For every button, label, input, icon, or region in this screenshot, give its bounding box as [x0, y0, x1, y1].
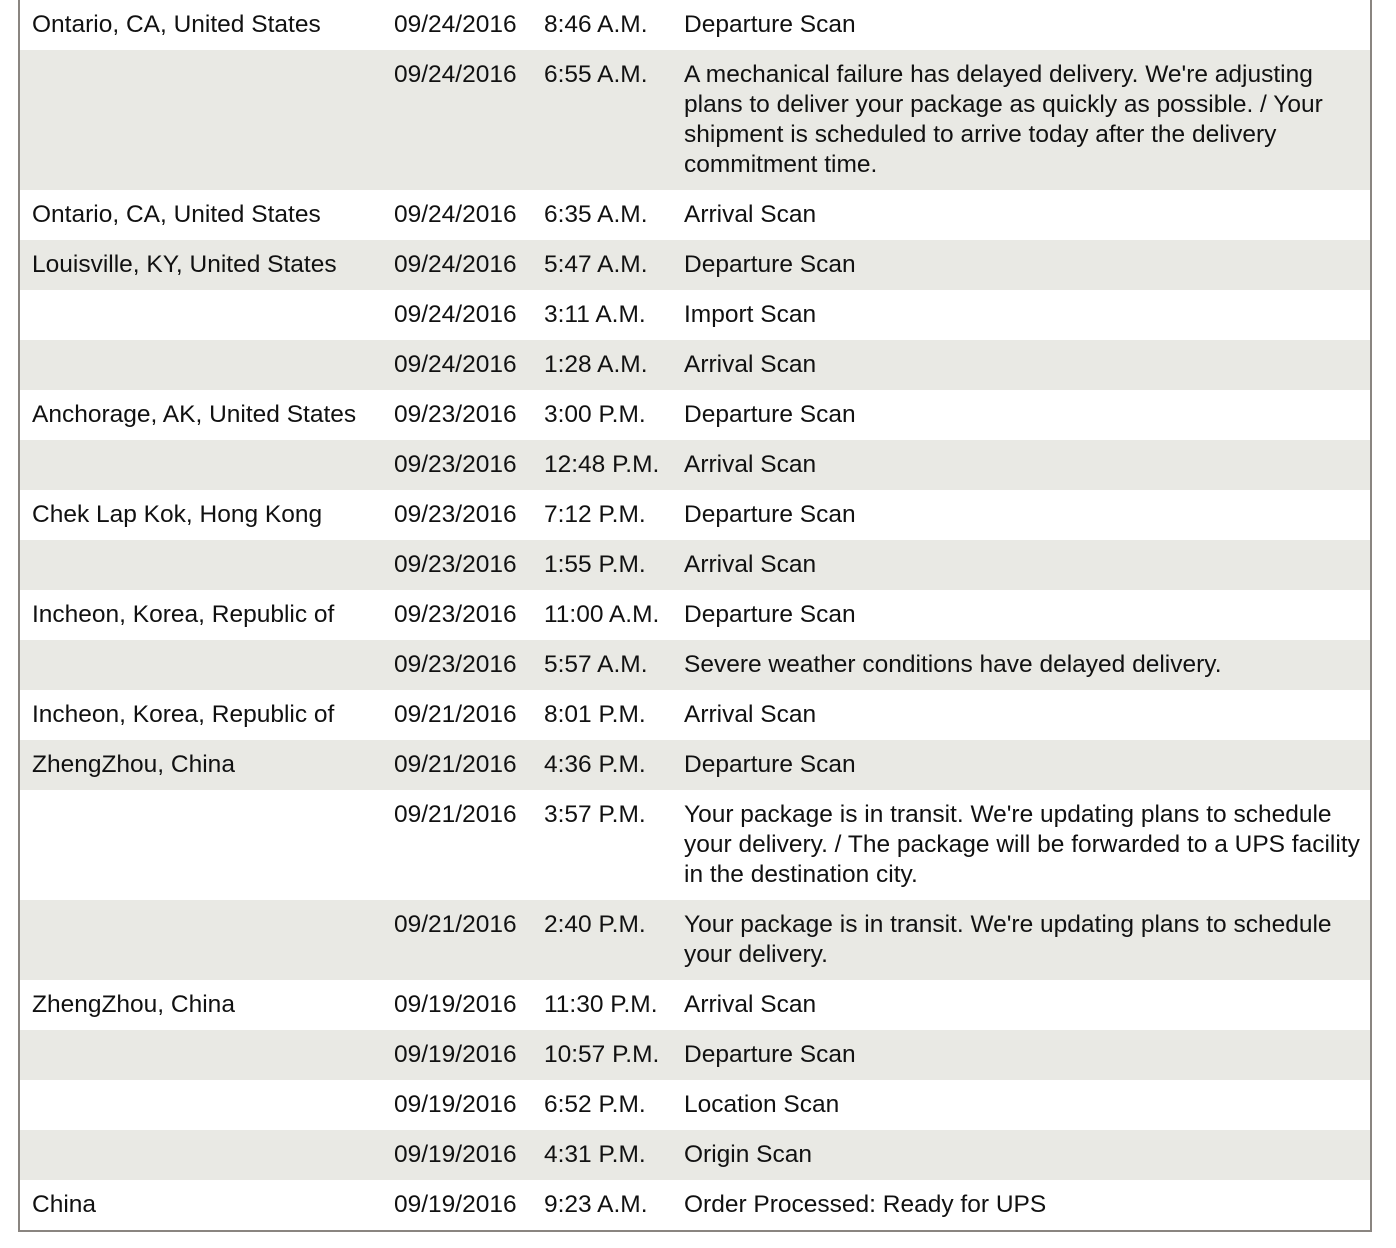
activity-cell: Departure Scan — [684, 251, 856, 278]
time-cell: 12:48 P.M. — [544, 451, 660, 478]
activity-row — [20, 190, 1370, 240]
activity-cell: Arrival Scan — [684, 351, 817, 378]
date-cell: 09/23/2016 — [394, 651, 517, 678]
activity-row — [20, 790, 1370, 900]
date-cell: 09/21/2016 — [394, 801, 517, 828]
activity-row — [20, 0, 1370, 50]
date-cell: 09/24/2016 — [394, 351, 517, 378]
activity-row — [20, 900, 1370, 980]
time-cell: 7:12 P.M. — [544, 501, 646, 528]
activity-row — [20, 640, 1370, 690]
location-cell: ZhengZhou, China — [32, 991, 235, 1018]
date-cell: 09/19/2016 — [394, 1191, 517, 1218]
activity-row — [20, 1180, 1370, 1230]
activity-cell: Departure Scan — [684, 1041, 856, 1068]
location-cell: Incheon, Korea, Republic of — [32, 701, 335, 728]
location-cell: Anchorage, AK, United States — [32, 401, 357, 428]
activity-row — [20, 240, 1370, 290]
date-cell: 09/24/2016 — [394, 11, 517, 38]
date-cell: 09/23/2016 — [394, 451, 517, 478]
activity-row — [20, 1030, 1370, 1080]
activity-cell: Arrival Scan — [684, 551, 817, 578]
activity-table-body — [20, 0, 1370, 1230]
location-cell: Ontario, CA, United States — [32, 11, 321, 38]
activity-cell: Arrival Scan — [684, 201, 817, 228]
activity-cell: Your package is in transit. We're updating plans to schedule your delivery. / The package will be forwarded to a UPS facility in the destination city. — [684, 801, 1360, 888]
location-cell — [20, 440, 382, 490]
page-bottom-margin — [0, 1233, 1396, 1248]
location-cell: Ontario, CA, United States — [32, 201, 321, 228]
location-cell: Incheon, Korea, Republic of — [32, 601, 335, 628]
location-cell — [20, 640, 382, 690]
activity-cell: Arrival Scan — [684, 451, 817, 478]
activity-cell: Departure Scan — [684, 601, 856, 628]
time-cell: 2:40 P.M. — [544, 911, 646, 938]
time-cell: 3:11 A.M. — [544, 301, 646, 328]
time-cell: 5:57 A.M. — [544, 651, 648, 678]
date-cell: 09/21/2016 — [394, 911, 517, 938]
activity-cell: Your package is in transit. We're updating plans to schedule your delivery. — [684, 911, 1332, 968]
activity-row — [20, 1080, 1370, 1130]
location-cell — [20, 790, 382, 900]
time-cell: 3:00 P.M. — [544, 401, 646, 428]
location-cell — [20, 900, 382, 980]
time-cell: 4:31 P.M. — [544, 1141, 646, 1168]
date-cell: 09/19/2016 — [394, 1141, 517, 1168]
time-cell: 11:00 A.M. — [544, 601, 660, 628]
location-cell — [20, 1130, 382, 1180]
shipment-activity-table — [20, 0, 1370, 1230]
time-cell: 6:52 P.M. — [544, 1091, 646, 1118]
activity-row — [20, 290, 1370, 340]
activity-cell: Location Scan — [684, 1091, 840, 1118]
location-cell — [20, 290, 382, 340]
activity-cell: Departure Scan — [684, 751, 856, 778]
date-cell: 09/23/2016 — [394, 401, 517, 428]
time-cell: 1:28 A.M. — [544, 351, 648, 378]
date-cell: 09/21/2016 — [394, 751, 517, 778]
location-cell: Louisville, KY, United States — [32, 251, 337, 278]
location-cell — [20, 1080, 382, 1130]
location-cell — [20, 1030, 382, 1080]
activity-cell: Departure Scan — [684, 11, 856, 38]
activity-row — [20, 980, 1370, 1030]
date-cell: 09/24/2016 — [394, 301, 517, 328]
time-cell: 5:47 A.M. — [544, 251, 648, 278]
activity-row — [20, 590, 1370, 640]
time-cell: 1:55 P.M. — [544, 551, 646, 578]
date-cell: 09/21/2016 — [394, 701, 517, 728]
location-cell — [20, 540, 382, 590]
activity-cell: A mechanical failure has delayed delivery. We're adjusting plans to deliver your package as quickly as possible. / Your shipment is scheduled to arrive today after the delivery commitment time. — [684, 61, 1323, 178]
activity-cell: Arrival Scan — [684, 991, 817, 1018]
activity-row — [20, 1130, 1370, 1180]
location-cell: ZhengZhou, China — [32, 751, 235, 778]
time-cell: 9:23 A.M. — [544, 1191, 648, 1218]
activity-row — [20, 690, 1370, 740]
activity-row — [20, 540, 1370, 590]
date-cell: 09/19/2016 — [394, 991, 517, 1018]
location-cell: China — [32, 1191, 97, 1218]
activity-cell: Order Processed: Ready for UPS — [684, 1191, 1047, 1218]
shipment-progress-panel — [18, 0, 1372, 1232]
activity-cell: Origin Scan — [684, 1141, 813, 1168]
date-cell: 09/24/2016 — [394, 201, 517, 228]
time-cell: 11:30 P.M. — [544, 991, 658, 1018]
date-cell: 09/24/2016 — [394, 251, 517, 278]
date-cell: 09/19/2016 — [394, 1091, 517, 1118]
location-cell — [20, 50, 382, 190]
activity-row — [20, 340, 1370, 390]
activity-cell: Severe weather conditions have delayed delivery. — [684, 651, 1222, 678]
date-cell: 09/23/2016 — [394, 501, 517, 528]
activity-cell: Departure Scan — [684, 401, 856, 428]
date-cell: 09/23/2016 — [394, 601, 517, 628]
time-cell: 6:55 A.M. — [544, 61, 648, 88]
activity-cell: Arrival Scan — [684, 701, 817, 728]
activity-row — [20, 390, 1370, 440]
time-cell: 6:35 A.M. — [544, 201, 648, 228]
activity-cell: Import Scan — [684, 301, 817, 328]
date-cell: 09/23/2016 — [394, 551, 517, 578]
time-cell: 10:57 P.M. — [544, 1041, 660, 1068]
location-cell — [20, 340, 382, 390]
time-cell: 8:01 P.M. — [544, 701, 646, 728]
time-cell: 4:36 P.M. — [544, 751, 646, 778]
location-cell: Chek Lap Kok, Hong Kong — [32, 501, 323, 528]
activity-cell: Departure Scan — [684, 501, 856, 528]
time-cell: 3:57 P.M. — [544, 801, 646, 828]
time-cell: 8:46 A.M. — [544, 11, 648, 38]
activity-row — [20, 740, 1370, 790]
date-cell: 09/19/2016 — [394, 1041, 517, 1068]
activity-row — [20, 440, 1370, 490]
date-cell: 09/24/2016 — [394, 61, 517, 88]
activity-row — [20, 490, 1370, 540]
activity-row — [20, 50, 1370, 190]
